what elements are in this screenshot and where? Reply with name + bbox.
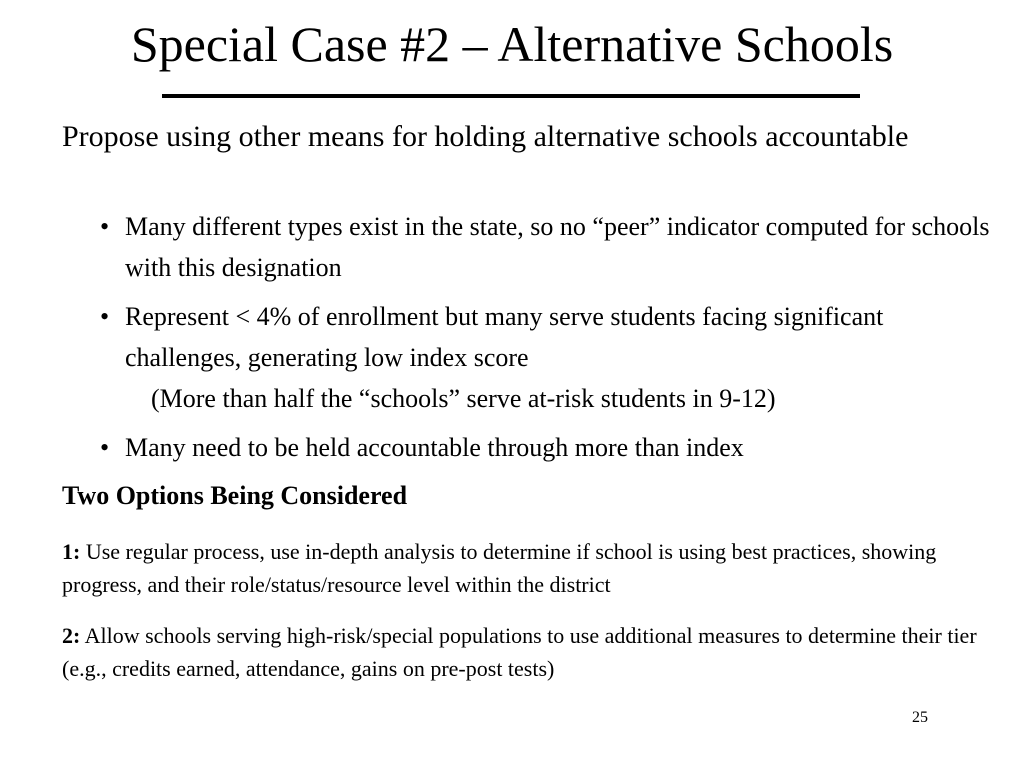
bullet-marker: • <box>100 212 110 241</box>
title-underline <box>162 94 860 98</box>
bullet-item-peer-indicator <box>100 206 990 288</box>
bullet-marker: • <box>100 433 110 462</box>
options-heading: Two Options Being Considered <box>62 481 408 510</box>
bullet-list <box>100 206 990 476</box>
bullet-text: Represent < 4% of enrollment but many serve students facing significant challenges, generating low index score <box>125 302 884 372</box>
option-2 <box>62 619 1002 685</box>
option-number: 1: <box>62 539 81 564</box>
bullet-marker: • <box>100 302 110 331</box>
option-text: Use regular process, use in-depth analysis to determine if school is using best practices, showing progress, and their role/status/resource level within the district <box>62 539 937 597</box>
slide-title: Special Case #2 – Alternative Schools <box>130 16 894 72</box>
bullet-item-enrollment <box>100 296 990 419</box>
page-number: 25 <box>912 709 928 726</box>
option-1 <box>62 535 1002 601</box>
option-number: 2: <box>62 623 81 648</box>
bullet-text: Many different types exist in the state, so no “peer” indicator computed for schools with this designation <box>125 212 990 282</box>
bullet-item-accountability <box>100 427 990 468</box>
option-text: Allow schools serving high-risk/special populations to use additional measures to determine their tier (e.g., credits earned, attendance, gains on pre-post tests) <box>62 623 977 681</box>
lead-statement: Propose using other means for holding alternative schools accountable <box>62 120 909 153</box>
bullet-text: Many need to be held accountable through more than index <box>125 433 744 462</box>
bullet-note: (More than half the “schools” serve at-risk students in 9-12) <box>151 384 776 413</box>
